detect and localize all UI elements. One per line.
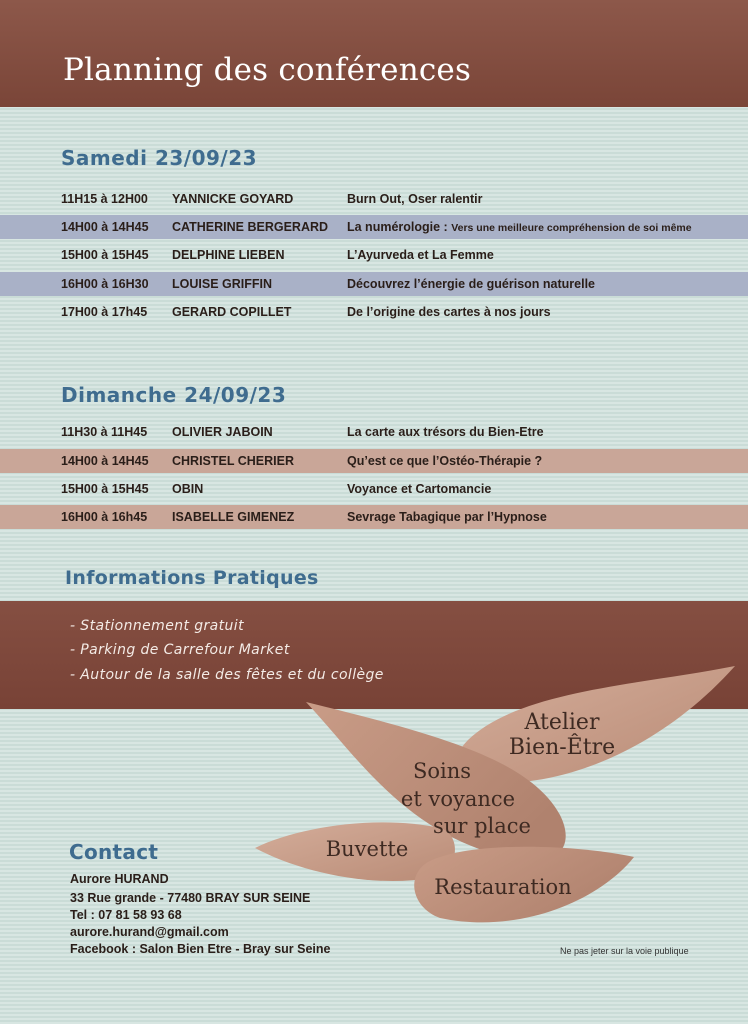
row-time: 11H30 à 11H45 bbox=[61, 425, 148, 439]
leaf-label-buvette: Buvette bbox=[325, 837, 409, 861]
contact-email: aurore.hurand@gmail.com bbox=[70, 925, 229, 939]
saturday-title: Samedi 23/09/23 bbox=[61, 146, 258, 170]
sunday-title: Dimanche 24/09/23 bbox=[61, 383, 287, 407]
row-topic: Voyance et Cartomancie bbox=[347, 482, 492, 496]
contact-address: 33 Rue grande - 77480 BRAY SUR SEINE bbox=[70, 891, 311, 905]
contact-facebook: Facebook : Salon Bien Etre - Bray sur Seine bbox=[70, 942, 331, 956]
footnote: Ne pas jeter sur la voie publique bbox=[560, 946, 689, 956]
row-time: 16H00 à 16H30 bbox=[61, 277, 149, 291]
row-time: 14H00 à 14H45 bbox=[61, 220, 149, 234]
row-topic-main: La numérologie : bbox=[347, 220, 448, 234]
contact-name: Aurore HURAND bbox=[70, 872, 169, 886]
row-time: 11H15 à 12H00 bbox=[61, 192, 148, 206]
row-topic: Sevrage Tabagique par l’Hypnose bbox=[347, 510, 547, 524]
row-time: 14H00 à 14H45 bbox=[61, 454, 149, 468]
row-topic: Burn Out, Oser ralentir bbox=[347, 192, 483, 206]
row-topic: Découvrez l’énergie de guérison naturelle bbox=[347, 277, 595, 291]
row-speaker: LOUISE GRIFFIN bbox=[172, 277, 272, 291]
row-topic-extra: Vers une meilleure compréhension de soi même bbox=[451, 222, 692, 234]
leaf-label-soins-1: Soins bbox=[412, 759, 472, 783]
row-time: 15H00 à 15H45 bbox=[61, 482, 149, 496]
row-speaker: YANNICKE GOYARD bbox=[172, 192, 294, 206]
row-time: 16H00 à 16h45 bbox=[61, 510, 148, 524]
contact-title: Contact bbox=[69, 840, 159, 864]
leaf-label-soins-3: sur place bbox=[433, 814, 531, 838]
row-time: 15H00 à 15H45 bbox=[61, 248, 149, 262]
row-speaker: GERARD COPILLET bbox=[172, 305, 292, 319]
contact-phone: Tel : 07 81 58 93 68 bbox=[70, 908, 182, 922]
info-title: Informations Pratiques bbox=[65, 567, 319, 589]
leaf-label-atelier-1: Atelier bbox=[524, 710, 600, 735]
row-time: 17H00 à 17h45 bbox=[61, 305, 148, 319]
page-title: Planning des conférences bbox=[63, 52, 472, 88]
row-topic: De l’origine des cartes à nos jours bbox=[347, 305, 551, 319]
row-speaker: CHRISTEL CHERIER bbox=[172, 454, 295, 468]
row-topic: L’Ayurveda et La Femme bbox=[347, 248, 494, 262]
info-item-carrefour: - Parking de Carrefour Market bbox=[70, 642, 290, 658]
row-speaker: OBIN bbox=[172, 482, 204, 496]
leaf-label-restauration: Restauration bbox=[434, 875, 572, 899]
row-topic: La carte aux trésors du Bien-Etre bbox=[347, 425, 544, 439]
row-speaker: DELPHINE LIEBEN bbox=[172, 248, 285, 262]
leaf-label-atelier-2: Bien-Être bbox=[508, 735, 616, 760]
leaf-label-soins-2: et voyance bbox=[400, 787, 516, 811]
info-item-salle: - Autour de la salle des fêtes et du collège bbox=[70, 667, 384, 683]
row-speaker: ISABELLE GIMENEZ bbox=[172, 510, 295, 524]
row-topic: Qu’est ce que l’Ostéo-Thérapie ? bbox=[347, 454, 543, 468]
row-speaker: CATHERINE BERGERARD bbox=[172, 220, 329, 234]
info-item-parking-free: - Stationnement gratuit bbox=[70, 618, 244, 634]
row-speaker: OLIVIER JABOIN bbox=[172, 425, 273, 439]
